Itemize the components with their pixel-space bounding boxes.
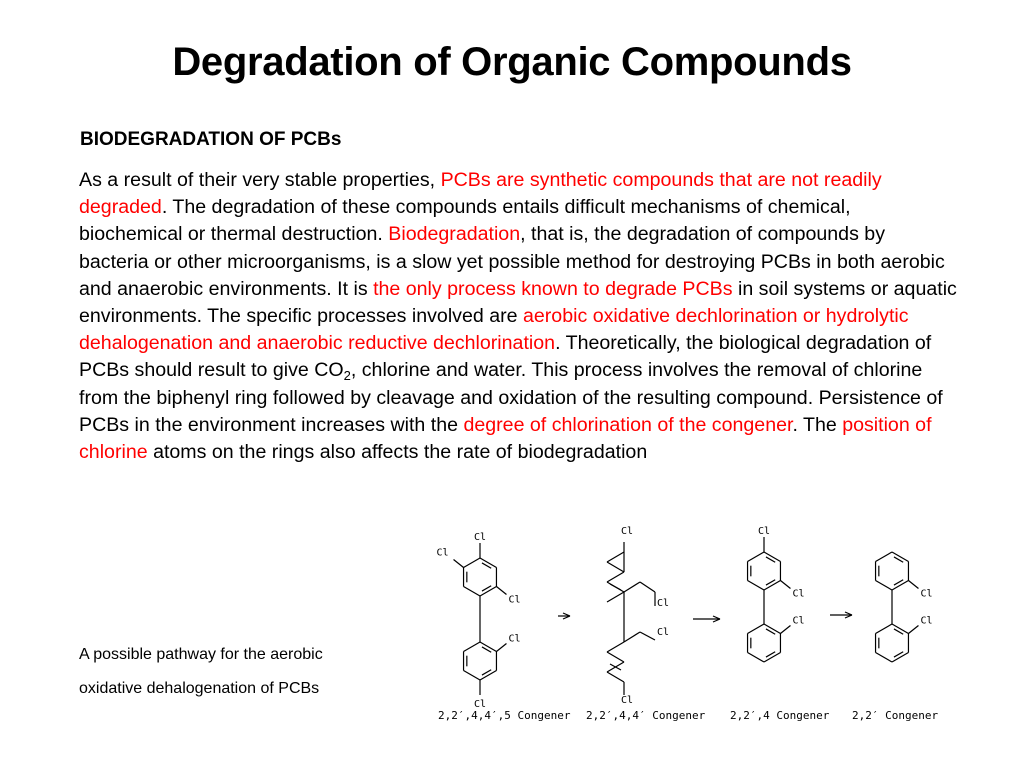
highlighted-text: Biodegradation: [388, 223, 521, 246]
ring-bond: [748, 653, 764, 663]
paragraph-text: in soil systems or aquatic environments. The specific processes involved are: [79, 277, 957, 328]
chlorine-bond: [454, 560, 464, 568]
ring-bond: [748, 581, 764, 591]
chlorine-label: Cl: [621, 695, 634, 706]
chlorine-bond: [496, 644, 506, 652]
congener-label: 2,2′,4,4′ Congener: [586, 709, 706, 722]
highlighted-text: the only process known to degrade PCBs: [373, 277, 733, 300]
paragraph-text: , that is, the degradation of compounds by bacteria or other microorganisms, is a slow yet possible method for destroying PCBs in both aerobic and anaerobic environments. It is: [79, 223, 945, 300]
paragraph-text: , chlorine and water. This process involves the removal of chlorine from the biphenyl ring followed by cleavage and oxidation of the resulting compound. Persistence of PCBs in the environment increases with the: [79, 359, 943, 436]
chlorine-label: Cl: [508, 633, 521, 645]
chlorine-bond: [908, 626, 918, 634]
ring-bond: [624, 632, 640, 642]
chlorine-label: Cl: [508, 594, 521, 606]
ring-bond: [640, 582, 655, 592]
ring-bond: [748, 624, 764, 634]
chlorine-bond: [780, 581, 790, 589]
paragraph-text: . Theoretically, the biological degradation of PCBs should result to give CO: [79, 332, 932, 382]
paragraph-text: . The degradation of these compounds entails difficult mechanisms of chemical, biochemical or thermal destruction.: [79, 196, 851, 246]
ring-bond: [607, 562, 624, 572]
ring-bond: [876, 581, 892, 591]
highlighted-text: degree of chlorination of the congener: [463, 413, 793, 436]
paragraph-text: . The: [792, 413, 843, 436]
ring-bond: [607, 652, 624, 662]
body-paragraph: [79, 167, 959, 466]
chlorine-label: Cl: [436, 547, 449, 559]
highlighted-text: aerobic oxidative dechlorination or hydrolytic dehalogenation and anaerobic reductive dechlorination: [79, 305, 909, 355]
ring-bond: [607, 572, 624, 582]
page-title: Degradation of Organic Compounds: [172, 40, 852, 84]
chlorine-label: Cl: [920, 588, 933, 600]
ring-bond: [607, 672, 624, 682]
ring-bond: [876, 552, 892, 562]
ring-bond: [607, 552, 624, 562]
ring-bond: [640, 632, 655, 640]
congener-label: 2,2′ Congener: [852, 709, 939, 722]
chlorine-label: Cl: [657, 598, 670, 609]
congener-label: 2,2′,4 Congener: [730, 709, 830, 722]
chlorine-label: Cl: [758, 526, 771, 537]
figure-caption-line-1: A possible pathway for the aerobic: [79, 646, 323, 663]
ring-bond: [748, 552, 764, 562]
chlorine-label: Cl: [792, 615, 805, 627]
ring-bond: [464, 671, 480, 681]
chlorine-label: Cl: [792, 588, 805, 600]
highlighted-text: PCBs are synthetic compounds that are not readily degraded: [79, 169, 882, 219]
pcb-degradation-pathway-diagram: [420, 515, 980, 730]
highlighted-text: position of chlorine: [79, 413, 932, 464]
chlorine-bond: [908, 581, 918, 589]
ring-bond: [624, 582, 640, 592]
chlorine-label: Cl: [920, 615, 933, 627]
figure-caption-line-2: oxidative dehalogenation of PCBs: [79, 680, 320, 697]
chlorine-label: Cl: [474, 532, 487, 543]
ring-double-bond: [610, 584, 621, 590]
ring-bond: [607, 642, 624, 652]
chlorine-bond: [496, 587, 506, 595]
ring-bond: [876, 653, 892, 663]
chlorine-label: Cl: [474, 699, 487, 710]
ring-bond: [464, 587, 480, 597]
congener-label: 2,2′,4,4′,5 Congener: [438, 709, 571, 722]
section-heading: BIODEGRADATION OF PCBs: [80, 129, 342, 150]
chlorine-label: Cl: [621, 526, 634, 537]
chlorine-bond: [780, 626, 790, 634]
ring-bond: [876, 624, 892, 634]
ring-bond: [464, 558, 480, 568]
paragraph-text: atoms on the rings also affects the rate of biodegradation: [147, 441, 648, 464]
chlorine-label: Cl: [657, 627, 670, 638]
paragraph-text: As a result of their very stable properties,: [79, 169, 441, 191]
ring-bond: [464, 642, 480, 652]
subscript-text: 2: [343, 368, 351, 384]
ring-bond: [607, 592, 624, 602]
